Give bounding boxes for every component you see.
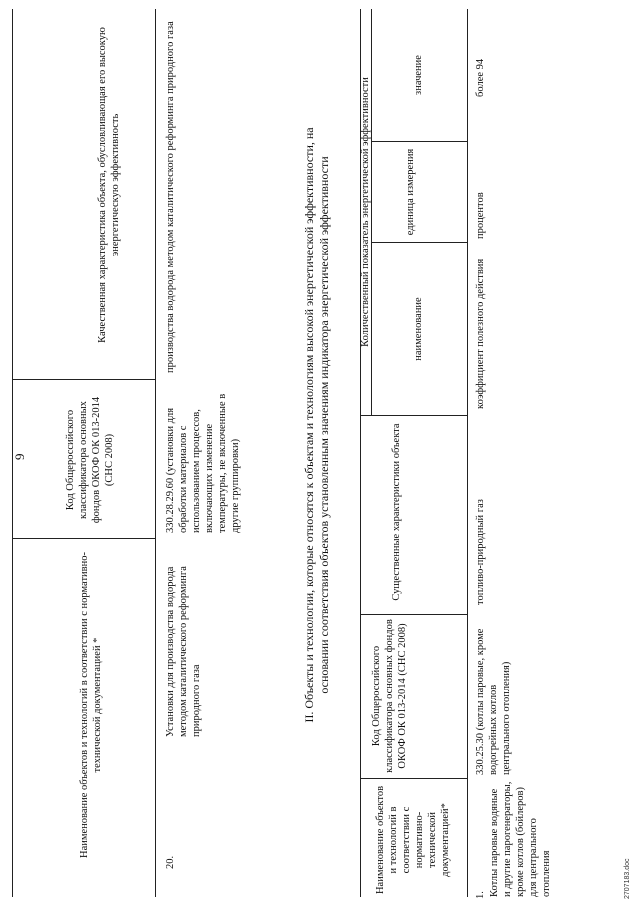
row-name: Котлы паровые водяные и другие парогенераторы, кроме котлов (бойлеров) для центрального отопления	[489, 781, 552, 897]
table2-header-essential: Существенные характеристики объекта	[391, 423, 402, 601]
row-quality: производства водорода методом каталитического реформинга природного газа	[165, 21, 176, 373]
section-heading: II. Объекты и технологии, которые относятся к объектам и технологиям высокой энергетической эффективности, на основании соответствия объектов установленным значениям индикатора энергетической эффективности	[302, 127, 331, 723]
row-unit: процентов	[475, 192, 486, 239]
table1-header-code: Код Общероссийского классификатора основных фондов ОКОФ ОК 013-2014 (СНС 2008)	[65, 396, 115, 524]
table2-header-code: Код Общероссийского классификатора основных фондов ОКОФ ОК 013-2014 (СНС 2008)	[371, 619, 408, 773]
table2-header-unit: единица измерения	[405, 148, 416, 236]
row-name: Установки для производства водорода методом каталитического реформинга природного газа	[165, 566, 202, 737]
table1-header-name: Наименование объектов и технологий в соответствии с нормативно-технической документацией *	[79, 552, 103, 858]
table2-header-name: Наименование объектов и технологий в соответствии с нормативно-технической документацией*	[375, 785, 451, 895]
row-code: 330.28.29.60 (установки для обработки материалов с использованием процессов, включающих изменение температуры, не включенные в другие группировки)	[165, 393, 241, 533]
row-essential: топливо-природный газ	[475, 499, 486, 605]
row-number: 1.	[475, 891, 486, 899]
row-number: 20.	[165, 855, 176, 869]
table2-header-value: значение	[413, 55, 424, 95]
page-number: 9	[12, 453, 27, 460]
row-indicator-name: коэффициент полезного действия	[475, 258, 486, 409]
table2-header-quant-group: Количественный показатель энергетической эффективности	[360, 77, 371, 347]
document-id: 2707183.doc	[624, 858, 631, 899]
row-code: 330.25.30 (котлы паровые, кроме водогрейных котлов центрального отопления)	[475, 628, 512, 775]
row-value: более 94	[475, 58, 486, 97]
table2-header-indicator-name: наименование	[413, 297, 424, 361]
table1-header-quality: Качественная характеристика объекта, обусловливающая его высокую энергетическую эффективность	[97, 27, 121, 343]
